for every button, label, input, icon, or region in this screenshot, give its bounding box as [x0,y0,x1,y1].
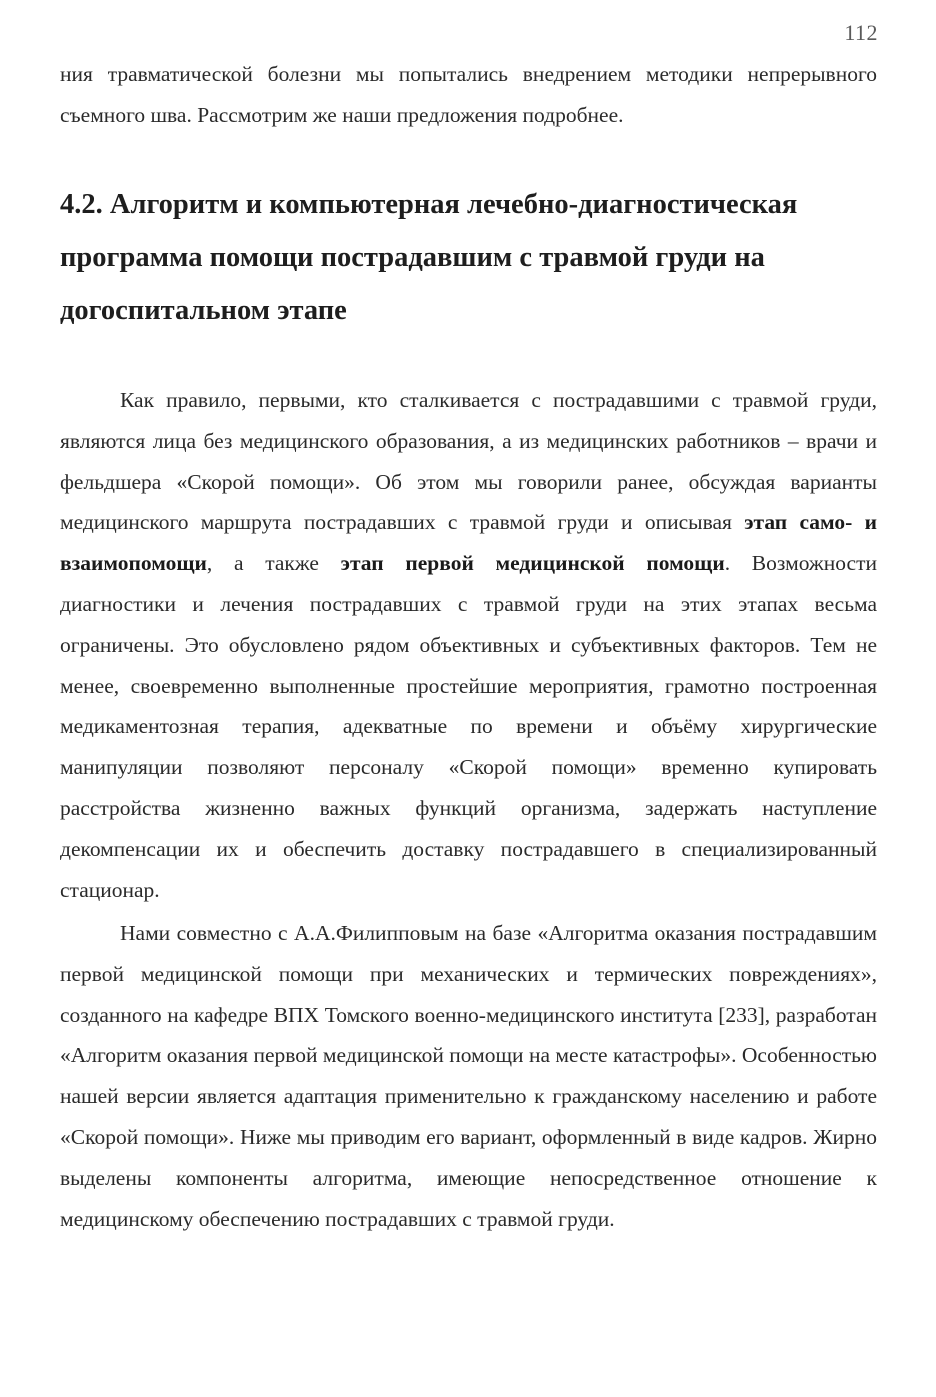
bold-term-self-help: этап само- и взаимопомощи [60,510,878,576]
paragraph-algorithm: Нами совместно с А.А.Филипповым на базе «Алгоритма оказания пострадавшим первой медицинской помощи при механических и термических повреждениях», созданного на кафедре ВПХ Томского военно-медицинского института [233], разработан «Алгоритм оказания первой медицинской помощи на месте катастрофы». Особенностью нашей версии является адаптация применительно к гражданскому населению и работе «Скорой помощи». Ниже мы приводим его вариант, оформленный в виде кадров. Жирно выделены компоненты алгоритма, имеющие непосредственное отношение к медицинскому обеспечению пострадавших с травмой груди. [60,921,877,1231]
bold-term-first-aid: этап первой медицинской помощи [340,551,725,576]
page-number: 112 [844,20,878,45]
paragraph-text: Как правило, первыми, кто сталкивается с пострадавшими с травмой груди, являются лица без медицинского образования, а из медицинских работников – врачи и фельдшера «Скорой помощи». Об этом мы говорили ранее, обсуждая варианты медицинского маршрута пострадавших с травмой груди и описывая [60,388,877,535]
paragraph-first-responders [60,380,877,910]
section-heading: 4.2. Алгоритм и компьютерная лечебно-диагностическая программа помощи пострадавшим с травмой груди на догоспитальном этапе [60,189,798,326]
paragraph-text: . Возможности диагностики и лечения пострадавших с травмой груди на этих этапах весьма ограничены. Это обусловлено рядом объективных и субъективных факторов. Тем не менее, своевременно выполненные простейшие мероприятия, грамотно построенная медикаментозная терапия, адекватные по времени и объёму хирургические манипуляции позволяют персоналу «Скорой помощи» временно купировать расстройства жизненно важных функций организма, задержать наступление декомпенсации их и обеспечить доставку пострадавшего в специализированный стационар. [60,551,877,902]
intro-paragraph: ния травматической болезни мы попытались внедрением методики непрерывного съемного шва. Рассмотрим же наши предложения подробнее. [60,62,877,127]
paragraph-text: , а также [206,551,341,576]
